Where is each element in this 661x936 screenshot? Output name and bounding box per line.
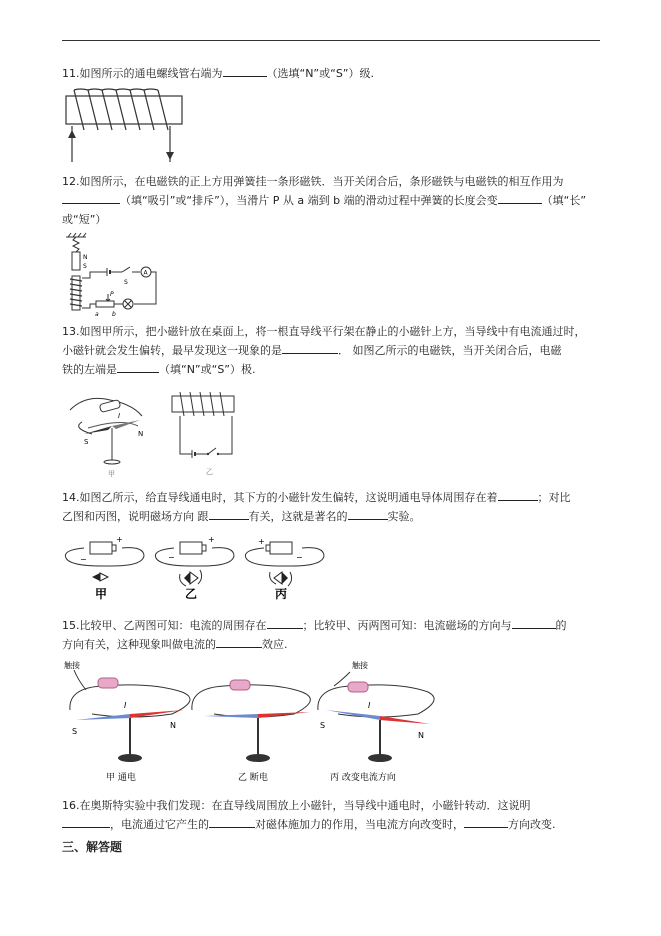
q14-panel-yi <box>155 535 234 601</box>
q15-touch-label-3: 触接 <box>352 661 368 670</box>
q12-line2-c: （填“长” <box>541 194 587 207</box>
q14-plus-3: + <box>258 537 265 546</box>
q12-line3: 或“短”） <box>62 213 107 226</box>
q14-line2-b: 有关，这就是著名的 <box>248 510 348 523</box>
q15-caption-2: 乙 断电 <box>238 773 268 783</box>
q12-n-label: N <box>83 254 88 261</box>
q12-switch-label: S <box>124 279 128 286</box>
q15-line2-b: 效应. <box>262 638 288 651</box>
q14-minus-1: − <box>80 555 87 564</box>
q16-line2-c: 方向改变. <box>508 818 556 831</box>
q14-minus-3: − <box>296 553 303 562</box>
q11-solenoid-figure <box>60 86 190 166</box>
q13-line2-b: ． 如图乙所示的电磁铁，当开关闭合后，电磁 <box>338 344 562 357</box>
q14-plus-2: + <box>208 535 215 544</box>
q13-line2: 小磁针就会发生偏转，最早发现这一现象的是 <box>62 344 282 357</box>
q11-text: 11.如图所示的通电螺线管右端为 <box>62 67 223 80</box>
q13-blank-2[interactable] <box>117 361 159 373</box>
q14-figure <box>62 532 332 606</box>
q13-blank-1[interactable] <box>282 342 338 354</box>
q13-s-label: S <box>84 438 89 446</box>
q13-line1: 13.如图甲所示，把小磁针放在桌面上，将一根直导线平行架在静止的小磁针上方，当导线中有电流通过时， <box>62 325 586 338</box>
q15-s-label-1: S <box>72 727 78 736</box>
question-11 <box>62 64 602 83</box>
q15-figure <box>62 658 442 790</box>
question-14 <box>62 488 602 526</box>
q15-n-label-3: N <box>418 731 424 740</box>
q15-line1: 15.比较甲、乙两图可知：电流的周围存在 <box>62 619 267 632</box>
question-15 <box>62 616 602 654</box>
q14-blank-3[interactable] <box>348 508 388 520</box>
q12-p-label: P <box>110 291 114 298</box>
q14-panel-bing <box>245 537 324 601</box>
q13-jia-caption: 甲 <box>108 470 115 478</box>
q15-blank-3[interactable] <box>216 636 262 648</box>
q12-b-label: b <box>112 311 116 318</box>
q16-line2: ，电流通过它产生的 <box>110 818 209 831</box>
ammeter-icon: A <box>143 269 148 277</box>
q16-blank-3[interactable] <box>464 816 508 828</box>
q13-line3: 铁的左端是 <box>62 363 117 376</box>
q15-blank-2[interactable] <box>512 617 556 629</box>
q16-line1: 16.在奥斯特实验中我们发现：在直导线周围放上小磁针，当导线中通电时，小磁针转动．这说明 <box>62 799 531 812</box>
q16-blank-2[interactable] <box>209 816 255 828</box>
q16-blank-1[interactable] <box>62 816 110 828</box>
q12-a-label: a <box>95 311 99 318</box>
q15-caption-3: 丙 改变电流方向 <box>330 773 396 783</box>
section-heading: 三、解答题 <box>62 840 123 854</box>
q15-line1-c: 的 <box>555 619 567 632</box>
q15-i-label-3: I <box>368 701 371 710</box>
q16-line2-b: 对磁体施加力的作用，当电流方向改变时， <box>255 818 464 831</box>
up-arrow-icon <box>68 130 76 138</box>
q14-line1: 14.如图乙所示，给直导线通电时，其下方的小磁针发生偏转，这说明通电导体周围存在着 <box>62 491 498 504</box>
q15-i-label-1: I <box>124 701 127 710</box>
q14-line1-b: ；对比 <box>537 491 571 504</box>
q13-i-label: I <box>118 412 121 420</box>
q13-yi-caption: 乙 <box>206 468 213 476</box>
q14-plus-1: + <box>116 535 123 544</box>
q11-blank[interactable] <box>223 65 267 77</box>
question-16 <box>62 796 602 834</box>
q12-line2: （填“吸引”或“排斥”），当滑片 P 从 a 端到 b 端的滑动过程中弹簧的长度会变 <box>120 194 498 207</box>
q14-line2: 乙图和丙图，说明磁场方向 跟 <box>62 510 209 523</box>
question-13 <box>62 322 602 379</box>
q14-minus-2: − <box>168 553 175 562</box>
q15-caption-1: 甲 通电 <box>106 773 136 783</box>
q14-bing-caption: 丙 <box>275 587 288 601</box>
q13-n-label: N <box>138 430 144 438</box>
q14-yi-caption: 乙 <box>185 587 198 601</box>
q12-blank-2[interactable] <box>498 192 542 204</box>
q15-line2: 方向有关，这种现象叫做电流的 <box>62 638 216 651</box>
header-rule <box>62 40 600 41</box>
q15-touch-label-1: 触接 <box>64 661 80 670</box>
q14-blank-2[interactable] <box>209 508 249 520</box>
q15-line1-b: ；比较甲、丙两图可知：电流磁场的方向与 <box>302 619 512 632</box>
q12-circuit-figure <box>62 232 162 318</box>
down-arrow-icon <box>166 152 174 160</box>
q13-line3-b: （填“N”或“S”）极. <box>159 363 256 376</box>
q15-s-label-3: S <box>320 721 326 730</box>
q14-jia-caption: 甲 <box>95 587 108 601</box>
q12-s-label: S <box>83 263 87 270</box>
q12-line1: 12.如图所示，在电磁铁的正上方用弹簧挂一条形磁铁．当开关闭合后，条形磁铁与电磁铁的相互作用为 <box>62 175 564 188</box>
q15-blank-1[interactable] <box>267 617 303 629</box>
q14-panel-jia <box>65 535 144 601</box>
q13-figure <box>62 388 252 480</box>
q15-n-label-1: N <box>170 721 176 730</box>
q12-blank-1[interactable] <box>62 192 120 204</box>
q11-text-b: （选填“N”或“S”）级. <box>266 67 375 80</box>
q14-line2-c: 实验。 <box>387 510 421 523</box>
q14-blank-1[interactable] <box>498 489 538 501</box>
question-12 <box>62 172 602 229</box>
